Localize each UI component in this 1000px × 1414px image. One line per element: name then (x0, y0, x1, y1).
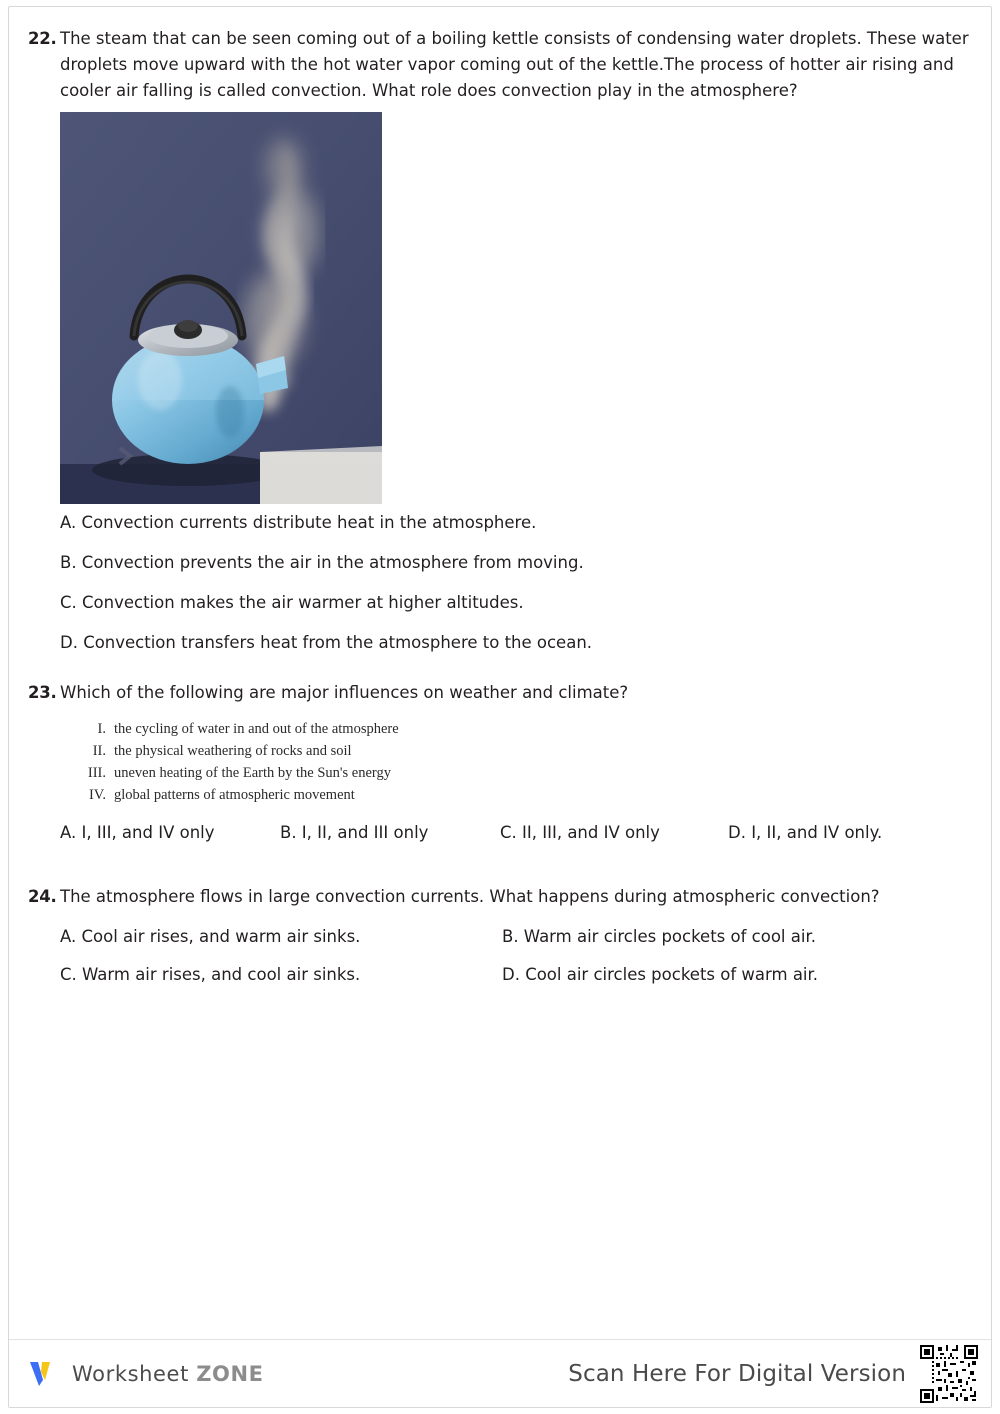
question-24-number: 24. (28, 887, 57, 906)
roman-label-ii: II. (92, 743, 106, 759)
choice-22-d[interactable]: D. Convection transfers heat from the atmosphere to the ocean. (60, 633, 593, 652)
question-24-text: The atmosphere flows in large convection currents. What happens during atmospheric convection? (60, 887, 880, 906)
roman-item (76, 740, 972, 762)
roman-item (76, 762, 972, 784)
question-22 (28, 26, 972, 104)
roman-text-iv: global patterns of atmospheric movement (114, 787, 355, 803)
scan-here-text: Scan Here For Digital Version (568, 1361, 906, 1387)
question-22-number: 22. (28, 29, 57, 48)
choice-22-c[interactable]: C. Convection makes the air warmer at higher altitudes. (60, 593, 524, 612)
choice-23-c[interactable]: C. II, III, and IV only (500, 823, 660, 842)
choice-23-b[interactable]: B. I, II, and III only (280, 823, 429, 842)
question-24-choices (60, 924, 972, 988)
roman-text-iii: uneven heating of the Earth by the Sun's energy (114, 765, 391, 781)
brand-text (72, 1362, 264, 1386)
logo-v-icon (28, 1359, 62, 1389)
brand-word-worksheet: Worksheet (72, 1362, 189, 1386)
choice-23-a[interactable]: A. I, III, and IV only (60, 823, 215, 842)
question-23 (28, 680, 972, 706)
worksheet-zone-logo[interactable] (28, 1359, 264, 1389)
roman-label-iii: III. (87, 765, 106, 781)
roman-label-i: I. (97, 721, 106, 737)
roman-text-ii: the physical weathering of rocks and soil (114, 743, 352, 759)
qr-code[interactable] (920, 1345, 978, 1403)
choice-24-a[interactable]: A. Cool air rises, and warm air sinks. (60, 927, 361, 946)
choice-24-b[interactable]: B. Warm air circles pockets of cool air. (502, 927, 816, 946)
question-23-choices (60, 820, 972, 860)
boiling-kettle-photo (60, 112, 382, 504)
page-content (28, 26, 972, 988)
footer-scan-area (568, 1345, 978, 1403)
roman-item (76, 784, 972, 806)
question-24 (28, 884, 972, 910)
choice-23-d[interactable]: D. I, II, and IV only. (728, 823, 883, 842)
question-23-text: Which of the following are major influences on weather and climate? (60, 683, 629, 702)
roman-text-i: the cycling of water in and out of the atmosphere (114, 721, 399, 737)
question-22-choices (60, 510, 972, 656)
choice-22-b[interactable]: B. Convection prevents the air in the atmosphere from moving. (60, 553, 584, 572)
choice-24-c[interactable]: C. Warm air rises, and cool air sinks. (60, 965, 361, 984)
roman-item (76, 718, 972, 740)
question-23-number: 23. (28, 683, 57, 702)
roman-label-iv: IV. (88, 787, 106, 803)
page-footer (28, 1342, 978, 1406)
brand-word-zone: ZONE (196, 1362, 264, 1386)
choice-24-d[interactable]: D. Cool air circles pockets of warm air. (502, 965, 819, 984)
question-23-roman-list (76, 718, 972, 806)
choice-22-a[interactable]: A. Convection currents distribute heat in the atmosphere. (60, 513, 537, 532)
question-22-text: The steam that can be seen coming out of a boiling kettle consists of condensing water droplets. These water droplets move upward with the hot water vapor coming out of the kettle.The process of hotter air rising and cooler air falling is called convection. What role does convection play in the atmosphere? (60, 29, 969, 100)
footer-divider (9, 1339, 991, 1340)
question-22-figure (60, 112, 972, 504)
